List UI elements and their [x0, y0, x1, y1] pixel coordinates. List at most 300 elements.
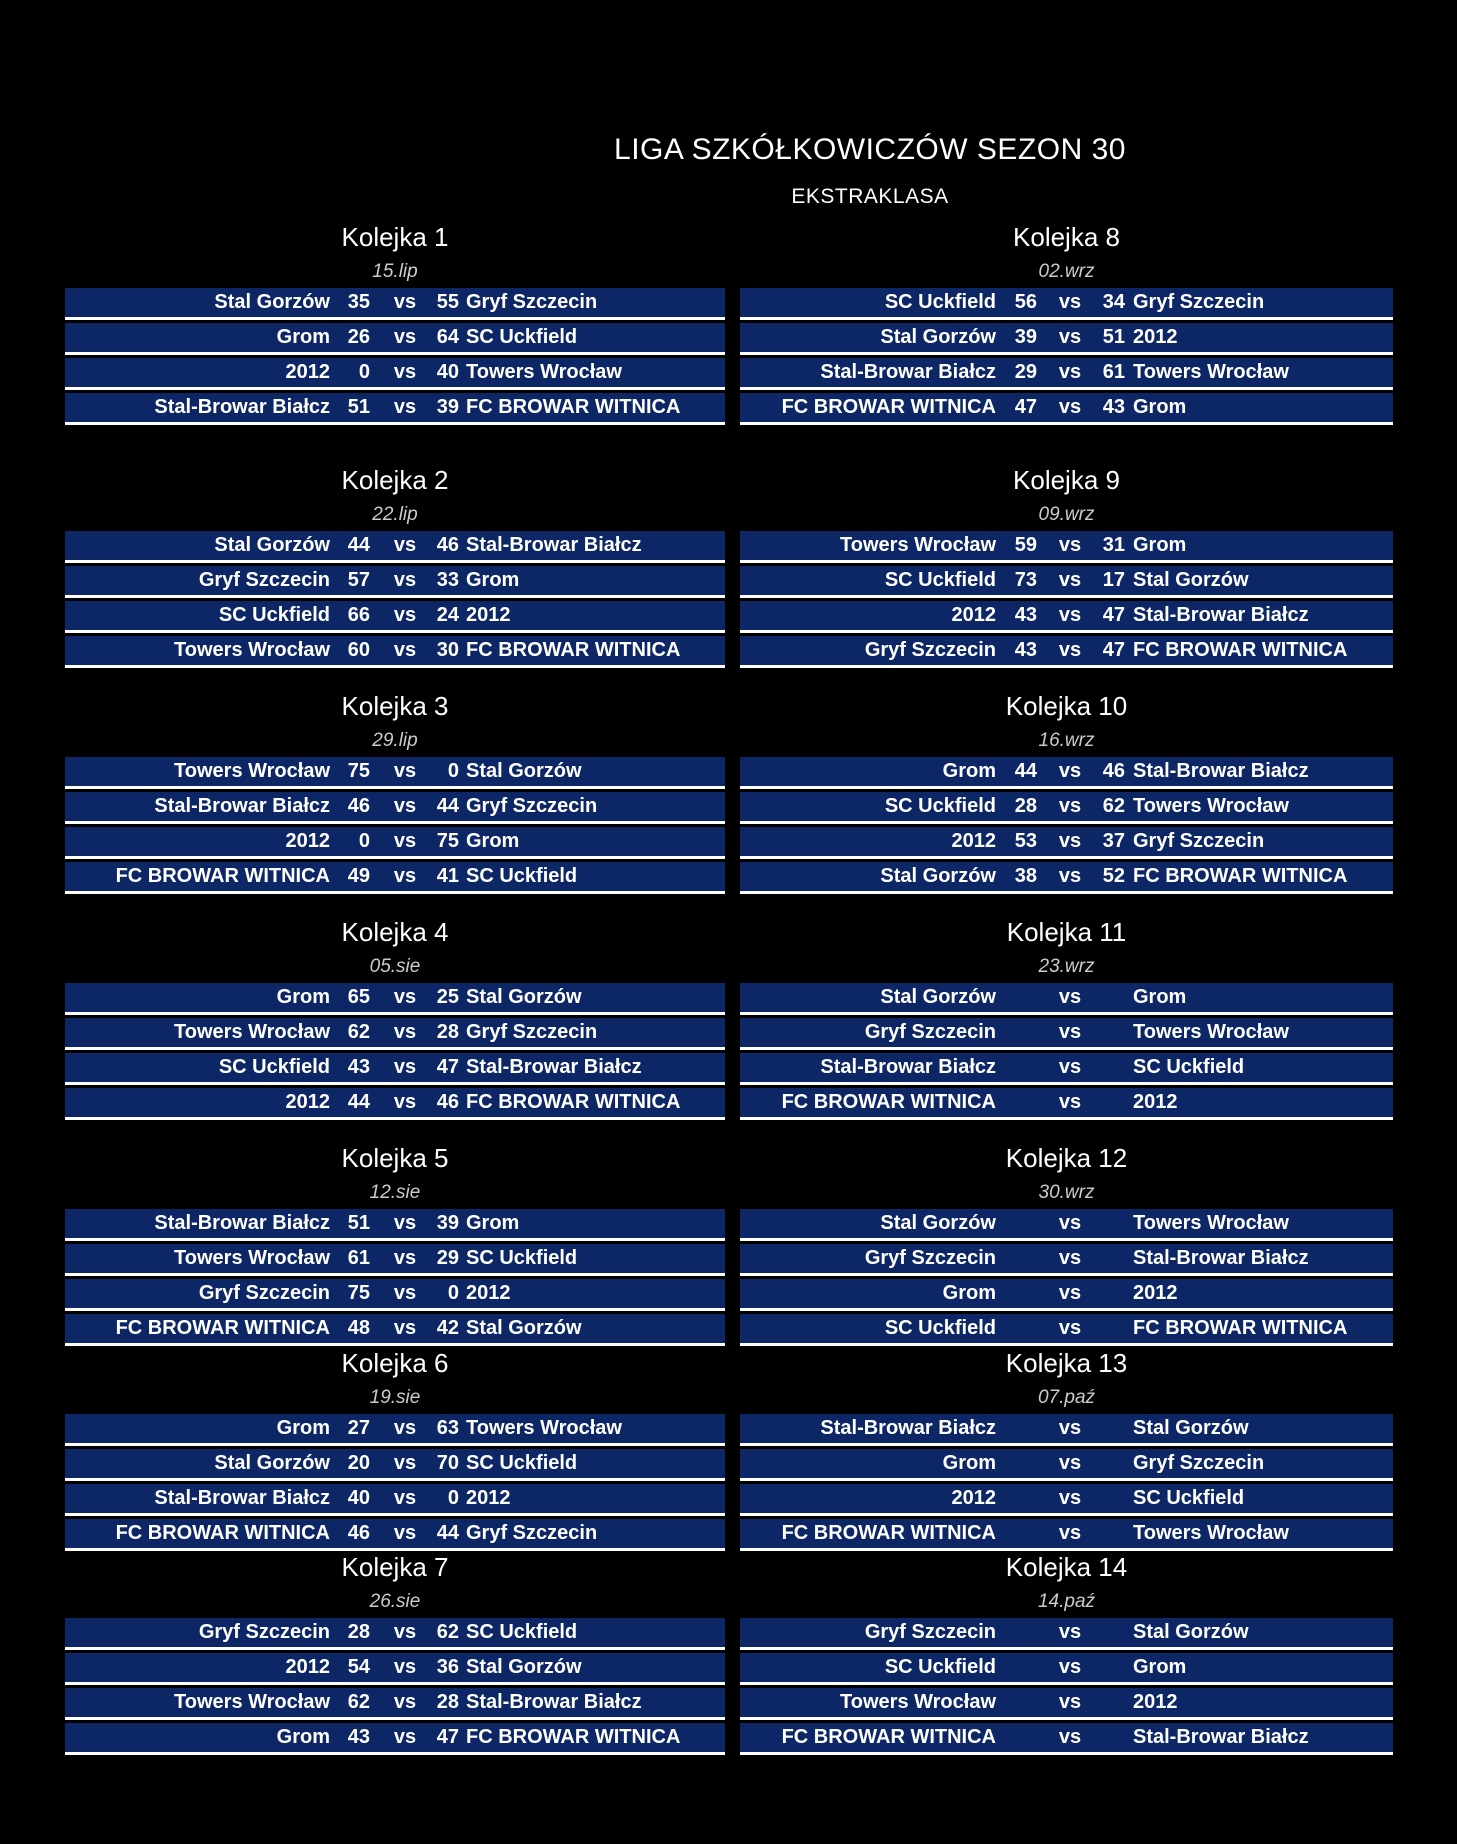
home-team: Towers Wrocław [174, 1247, 330, 1269]
home-score [1003, 1484, 1037, 1513]
round-title: Kolejka 7 [341, 1552, 449, 1582]
home-team: Grom [276, 326, 330, 348]
round-date: 16.wrz [1038, 730, 1095, 751]
match-row [740, 1018, 1393, 1050]
home-score: 66 [347, 604, 370, 626]
home-team: Stal-Browar Białcz [154, 1487, 330, 1509]
round-section [740, 687, 1393, 897]
vs-label: vs [1058, 1726, 1082, 1748]
home-team: 2012 [285, 361, 330, 383]
away-score: 75 [436, 830, 459, 852]
vs-label: vs [393, 1282, 417, 1304]
vs-label: vs [1058, 639, 1082, 661]
vs-label: vs [393, 291, 417, 313]
home-team: Gryf Szczecin [864, 639, 996, 661]
home-score: 26 [347, 326, 370, 348]
away-score: 52 [1102, 865, 1125, 887]
away-team: Towers Wrocław [1133, 1212, 1289, 1234]
away-score: 17 [1102, 569, 1125, 591]
match-row [740, 1484, 1393, 1516]
home-score: 20 [347, 1452, 370, 1474]
match-row [740, 1209, 1393, 1241]
round-date: 14.paź [1037, 1591, 1096, 1612]
home-team: SC Uckfield [884, 1317, 996, 1339]
away-team: Towers Wrocław [466, 361, 622, 383]
away-team: Stal Gorzów [1133, 1621, 1249, 1643]
home-score: 27 [347, 1417, 370, 1439]
vs-label: vs [1058, 361, 1082, 383]
away-score [1090, 1618, 1125, 1647]
home-team: Gryf Szczecin [198, 569, 330, 591]
away-score: 37 [1102, 830, 1125, 852]
home-score: 40 [347, 1487, 370, 1509]
away-team: 2012 [466, 1282, 511, 1304]
home-team: 2012 [285, 1656, 330, 1678]
home-score: 49 [347, 865, 370, 887]
home-team: SC Uckfield [884, 291, 996, 313]
away-team: FC BROWAR WITNICA [466, 396, 681, 418]
home-score [1003, 1519, 1037, 1548]
home-score [1003, 1088, 1037, 1117]
vs-label: vs [393, 1247, 417, 1269]
round-section [740, 1548, 1393, 1758]
home-team: Stal Gorzów [214, 1452, 330, 1474]
home-team: Stal-Browar Białcz [820, 1056, 996, 1078]
home-score: 43 [1014, 604, 1037, 626]
vs-label: vs [393, 639, 417, 661]
away-team: Stal Gorzów [466, 986, 582, 1008]
away-score [1090, 1653, 1125, 1682]
home-score: 75 [347, 760, 370, 782]
round-date: 23.wrz [1038, 956, 1095, 977]
home-score [1003, 1244, 1037, 1273]
away-team: SC Uckfield [466, 1452, 578, 1474]
home-team: Grom [276, 1417, 330, 1439]
away-team: Towers Wrocław [1133, 361, 1289, 383]
home-score: 0 [358, 830, 370, 852]
home-team: Grom [276, 986, 330, 1008]
round-date: 09.wrz [1038, 504, 1095, 525]
vs-label: vs [393, 830, 417, 852]
home-team: Grom [276, 1726, 330, 1748]
home-team: Stal-Browar Białcz [154, 396, 330, 418]
away-team: Towers Wrocław [1133, 795, 1289, 817]
match-row [740, 1723, 1393, 1755]
match-row [65, 1088, 725, 1120]
home-team: Grom [942, 760, 996, 782]
match-row [740, 1653, 1393, 1685]
home-score [1003, 983, 1037, 1012]
away-team: SC Uckfield [1133, 1487, 1245, 1509]
home-team: Gryf Szczecin [864, 1621, 996, 1643]
away-score: 33 [436, 569, 459, 591]
away-score: 63 [436, 1417, 459, 1439]
home-team: Stal Gorzów [214, 291, 330, 313]
home-team: SC Uckfield [884, 569, 996, 591]
away-team: Gryf Szczecin [1133, 1452, 1265, 1474]
home-score: 56 [1014, 291, 1037, 313]
match-row [65, 288, 725, 320]
away-team: SC Uckfield [466, 1247, 578, 1269]
away-score: 25 [436, 986, 459, 1008]
home-score: 46 [347, 1522, 370, 1544]
vs-label: vs [393, 1452, 417, 1474]
away-score: 42 [436, 1317, 459, 1339]
vs-label: vs [1058, 326, 1082, 348]
away-score: 39 [436, 396, 459, 418]
home-score [1003, 1053, 1037, 1082]
away-score [1090, 983, 1125, 1012]
away-team: 2012 [1133, 1691, 1178, 1713]
home-score: 44 [347, 1091, 370, 1113]
match-row [65, 1449, 725, 1481]
vs-label: vs [1058, 1487, 1082, 1509]
away-team: Stal-Browar Białcz [466, 1691, 642, 1713]
match-row [740, 792, 1393, 824]
vs-label: vs [1058, 1691, 1082, 1713]
round-section [65, 1139, 725, 1349]
away-team: Grom [466, 1212, 520, 1234]
away-score: 36 [436, 1656, 459, 1678]
vs-label: vs [1058, 1522, 1082, 1544]
away-score: 47 [1102, 639, 1125, 661]
away-team: Stal-Browar Białcz [1133, 604, 1309, 626]
round-section [65, 1548, 725, 1758]
match-row [65, 1688, 725, 1720]
home-score: 65 [347, 986, 370, 1008]
home-score [1003, 1618, 1037, 1647]
match-row [740, 1449, 1393, 1481]
match-row [740, 636, 1393, 668]
round-title: Kolejka 5 [341, 1143, 449, 1173]
round-date: 07.paź [1037, 1387, 1096, 1408]
match-row [740, 983, 1393, 1015]
home-score: 28 [1014, 795, 1037, 817]
away-team: SC Uckfield [1133, 1056, 1245, 1078]
home-score: 59 [1014, 534, 1037, 556]
home-score: 29 [1014, 361, 1037, 383]
match-row [65, 531, 725, 563]
match-row [65, 1519, 725, 1551]
home-team: Stal Gorzów [214, 534, 330, 556]
round-date: 05.sie [369, 956, 421, 977]
home-team: FC BROWAR WITNICA [781, 1726, 996, 1748]
vs-label: vs [393, 569, 417, 591]
match-row [65, 636, 725, 668]
match-row [740, 757, 1393, 789]
away-team: Gryf Szczecin [466, 291, 598, 313]
away-score: 39 [436, 1212, 459, 1234]
match-row [65, 792, 725, 824]
home-score [1003, 1314, 1037, 1343]
away-score [1090, 1314, 1125, 1343]
home-team: 2012 [951, 830, 996, 852]
home-team: SC Uckfield [218, 1056, 330, 1078]
home-score: 39 [1014, 326, 1037, 348]
away-team: Stal-Browar Białcz [1133, 1247, 1309, 1269]
match-row [65, 601, 725, 633]
away-score: 44 [436, 1522, 459, 1544]
away-score: 70 [436, 1452, 459, 1474]
match-row [740, 323, 1393, 355]
home-score [1003, 1279, 1037, 1308]
home-team: Stal-Browar Białcz [154, 795, 330, 817]
away-score: 0 [447, 1282, 459, 1304]
round-date: 19.sie [369, 1387, 421, 1408]
match-row [65, 393, 725, 425]
away-team: Towers Wrocław [466, 1417, 622, 1439]
away-score: 62 [436, 1621, 459, 1643]
vs-label: vs [393, 1691, 417, 1713]
home-score [1003, 1688, 1037, 1717]
home-team: Towers Wrocław [174, 1021, 330, 1043]
vs-label: vs [1058, 1282, 1082, 1304]
home-team: SC Uckfield [218, 604, 330, 626]
round-section [65, 913, 725, 1123]
home-score: 60 [347, 639, 370, 661]
vs-label: vs [393, 361, 417, 383]
away-score [1090, 1449, 1125, 1478]
match-row [65, 1244, 725, 1276]
match-row [740, 1088, 1393, 1120]
round-title: Kolejka 13 [1005, 1348, 1128, 1378]
round-title: Kolejka 3 [341, 691, 449, 721]
away-score [1090, 1723, 1125, 1752]
away-score: 47 [1102, 604, 1125, 626]
home-team: SC Uckfield [884, 795, 996, 817]
round-date: 26.sie [369, 1591, 421, 1612]
home-score: 43 [1014, 639, 1037, 661]
round-title: Kolejka 4 [341, 917, 449, 947]
vs-label: vs [393, 865, 417, 887]
away-score [1090, 1688, 1125, 1717]
round-date: 29.lip [372, 730, 418, 751]
away-team: Stal-Browar Białcz [466, 1056, 642, 1078]
vs-label: vs [393, 1021, 417, 1043]
away-team: Gryf Szczecin [466, 1021, 598, 1043]
page-subtitle: EKSTRAKLASA [791, 185, 949, 208]
home-team: Gryf Szczecin [864, 1247, 996, 1269]
home-score: 44 [347, 534, 370, 556]
away-team: 2012 [1133, 1282, 1178, 1304]
away-team: 2012 [1133, 1091, 1178, 1113]
away-team: Stal-Browar Białcz [1133, 1726, 1309, 1748]
home-team: Stal-Browar Białcz [154, 1212, 330, 1234]
away-score: 0 [447, 1487, 459, 1509]
away-team: Grom [1133, 534, 1187, 556]
away-score: 31 [1102, 534, 1125, 556]
home-score: 62 [347, 1021, 370, 1043]
vs-label: vs [1058, 534, 1082, 556]
home-team: Stal Gorzów [880, 865, 996, 887]
vs-label: vs [1058, 291, 1082, 313]
home-score: 73 [1014, 569, 1037, 591]
match-row [65, 1484, 725, 1516]
home-score: 28 [347, 1621, 370, 1643]
away-score [1090, 1414, 1125, 1443]
match-row [740, 827, 1393, 859]
away-score: 64 [436, 326, 459, 348]
match-row [740, 358, 1393, 390]
away-score: 24 [436, 604, 459, 626]
vs-label: vs [393, 1212, 417, 1234]
match-row [740, 1414, 1393, 1446]
vs-label: vs [393, 1656, 417, 1678]
round-section [740, 1344, 1393, 1554]
home-team: Towers Wrocław [174, 639, 330, 661]
away-score: 47 [436, 1056, 459, 1078]
match-row [65, 1414, 725, 1446]
away-score: 34 [1102, 291, 1125, 313]
vs-label: vs [393, 1726, 417, 1748]
home-team: SC Uckfield [884, 1656, 996, 1678]
away-team: Grom [1133, 986, 1187, 1008]
home-team: Stal Gorzów [880, 986, 996, 1008]
round-title: Kolejka 1 [341, 222, 449, 252]
vs-label: vs [1058, 795, 1082, 817]
away-team: Stal-Browar Białcz [466, 534, 642, 556]
home-score [1003, 1018, 1037, 1047]
match-row [65, 358, 725, 390]
vs-label: vs [393, 1522, 417, 1544]
away-score: 46 [436, 1091, 459, 1113]
home-score: 61 [347, 1247, 370, 1269]
home-team: 2012 [285, 1091, 330, 1113]
home-team: 2012 [951, 1487, 996, 1509]
match-row [740, 288, 1393, 320]
match-row [65, 1314, 725, 1346]
away-score: 46 [1102, 760, 1125, 782]
home-score: 44 [1014, 760, 1037, 782]
match-row [65, 1723, 725, 1755]
away-score [1090, 1244, 1125, 1273]
vs-label: vs [1058, 1056, 1082, 1078]
away-score: 29 [436, 1247, 459, 1269]
away-score: 46 [436, 534, 459, 556]
match-row [65, 827, 725, 859]
vs-label: vs [393, 1056, 417, 1078]
home-score [1003, 1414, 1037, 1443]
away-team: 2012 [466, 1487, 511, 1509]
round-date: 12.sie [369, 1182, 421, 1203]
away-team: SC Uckfield [466, 1621, 578, 1643]
away-team: SC Uckfield [466, 865, 578, 887]
home-score: 51 [347, 1212, 370, 1234]
away-score [1090, 1209, 1125, 1238]
match-row [65, 1053, 725, 1085]
away-team: Gryf Szczecin [466, 1522, 598, 1544]
vs-label: vs [393, 760, 417, 782]
round-date: 30.wrz [1038, 1182, 1095, 1203]
match-row [740, 1618, 1393, 1650]
home-score [1003, 1449, 1037, 1478]
away-score: 47 [436, 1726, 459, 1748]
home-score: 62 [347, 1691, 370, 1713]
match-row [740, 1053, 1393, 1085]
home-score [1003, 1209, 1037, 1238]
away-score: 62 [1102, 795, 1125, 817]
vs-label: vs [393, 326, 417, 348]
match-row [65, 1018, 725, 1050]
round-section [740, 1139, 1393, 1349]
home-team: Towers Wrocław [840, 1691, 996, 1713]
away-team: Towers Wrocław [1133, 1021, 1289, 1043]
home-team: 2012 [285, 830, 330, 852]
match-row [65, 323, 725, 355]
home-team: FC BROWAR WITNICA [115, 1522, 330, 1544]
vs-label: vs [393, 1317, 417, 1339]
away-score [1090, 1279, 1125, 1308]
match-row [65, 1209, 725, 1241]
vs-label: vs [1058, 604, 1082, 626]
match-row [65, 862, 725, 894]
home-score [1003, 1723, 1037, 1752]
vs-label: vs [393, 795, 417, 817]
home-score: 53 [1014, 830, 1037, 852]
round-title: Kolejka 12 [1005, 1143, 1128, 1173]
match-row [65, 1279, 725, 1311]
vs-label: vs [1058, 1621, 1082, 1643]
home-score: 54 [347, 1656, 370, 1678]
round-title: Kolejka 2 [341, 465, 449, 495]
away-score [1090, 1018, 1125, 1047]
home-team: Stal-Browar Białcz [820, 361, 996, 383]
round-title: Kolejka 9 [1013, 465, 1120, 495]
away-score [1090, 1519, 1125, 1548]
round-title: Kolejka 8 [1013, 222, 1120, 252]
home-team: FC BROWAR WITNICA [115, 865, 330, 887]
away-team: 2012 [466, 604, 511, 626]
match-row [740, 1688, 1393, 1720]
home-score: 51 [347, 396, 370, 418]
home-team: FC BROWAR WITNICA [781, 396, 996, 418]
home-score: 38 [1014, 865, 1037, 887]
round-title: Kolejka 6 [341, 1348, 449, 1378]
vs-label: vs [393, 1091, 417, 1113]
away-team: FC BROWAR WITNICA [1133, 865, 1348, 887]
home-score: 43 [347, 1056, 370, 1078]
away-team: FC BROWAR WITNICA [466, 1726, 681, 1748]
vs-label: vs [1058, 396, 1082, 418]
away-score: 41 [436, 865, 459, 887]
away-team: Stal Gorzów [466, 760, 582, 782]
match-row [740, 1519, 1393, 1551]
round-section [65, 461, 725, 671]
round-section [65, 1344, 725, 1554]
vs-label: vs [1058, 1247, 1082, 1269]
home-team: Grom [942, 1282, 996, 1304]
home-score: 46 [347, 795, 370, 817]
away-score: 51 [1102, 326, 1125, 348]
away-team: Gryf Szczecin [1133, 291, 1265, 313]
home-score: 57 [347, 569, 370, 591]
away-team: SC Uckfield [466, 326, 578, 348]
round-title: Kolejka 14 [1005, 1552, 1128, 1582]
home-team: 2012 [951, 604, 996, 626]
away-team: FC BROWAR WITNICA [1133, 639, 1348, 661]
vs-label: vs [393, 1487, 417, 1509]
match-row [65, 757, 725, 789]
away-score: 43 [1102, 396, 1125, 418]
home-team: Towers Wrocław [174, 760, 330, 782]
away-score: 28 [436, 1021, 459, 1043]
match-row [740, 393, 1393, 425]
round-section [740, 218, 1393, 428]
away-team: Stal Gorzów [466, 1317, 582, 1339]
away-score [1090, 1484, 1125, 1513]
home-team: Stal-Browar Białcz [820, 1417, 996, 1439]
home-score: 75 [347, 1282, 370, 1304]
